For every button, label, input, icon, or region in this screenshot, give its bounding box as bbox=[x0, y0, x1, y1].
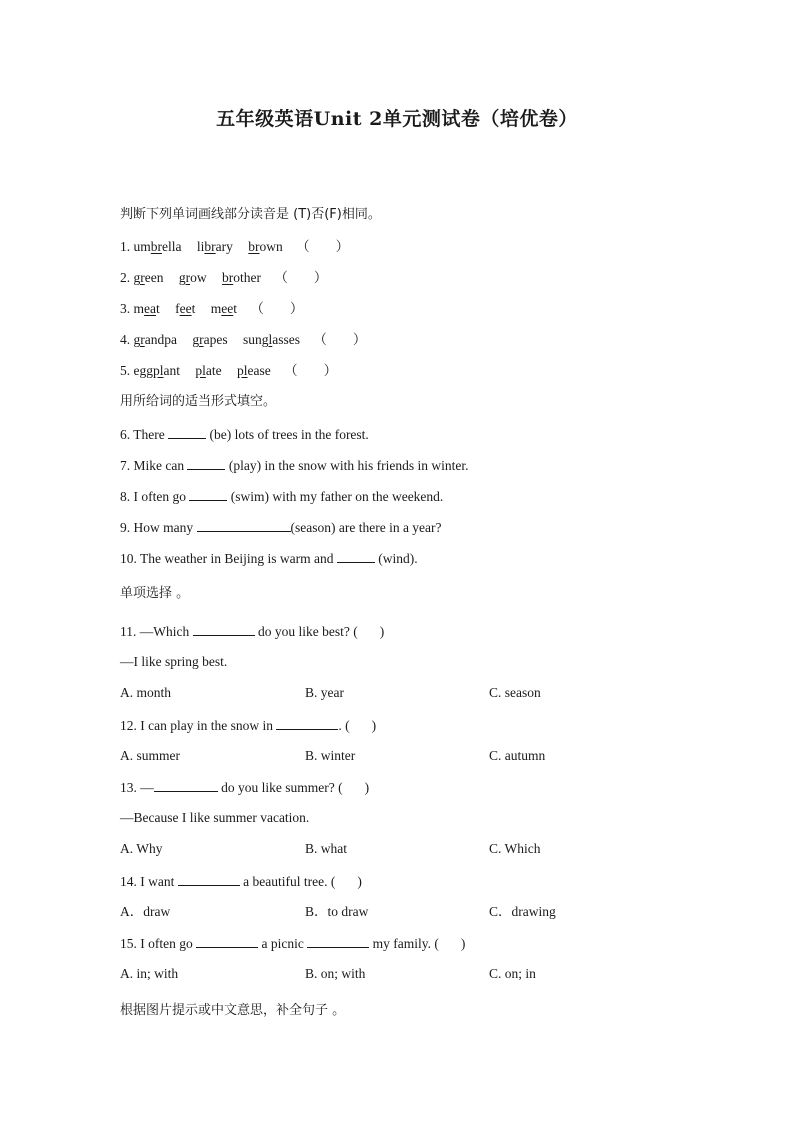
answer-blank[interactable] bbox=[197, 518, 291, 532]
question-13-reply: —Because I like summer vacation. bbox=[120, 810, 310, 825]
word-please: please bbox=[237, 363, 271, 378]
answer-blank[interactable] bbox=[196, 934, 258, 948]
option-b[interactable]: B. on; with bbox=[305, 966, 366, 981]
answer-paren[interactable]: （ ） bbox=[250, 301, 304, 316]
option-b[interactable]: B. winter bbox=[305, 748, 356, 763]
question-15: 15. I often go a picnic my family. ( ) bbox=[120, 936, 466, 951]
option-a[interactable]: A. summer bbox=[120, 748, 180, 763]
answer-blank[interactable] bbox=[276, 716, 338, 730]
answer-blank[interactable] bbox=[189, 487, 227, 501]
question-5: 5. eggplant plate please （ ） bbox=[120, 363, 338, 378]
option-a[interactable]: A. in; with bbox=[120, 966, 179, 981]
section-heading-pronunciation: 判断下列单词画线部分读音是 (T)否(F)相同。 bbox=[120, 207, 381, 222]
section-heading-fill-in: 用所给词的适当形式填空。 bbox=[120, 394, 277, 409]
word-grandpa: grandpa bbox=[133, 332, 177, 347]
option-b[interactable]: B．to draw bbox=[305, 904, 369, 919]
question-6: 6. There (be) lots of trees in the forest. bbox=[120, 427, 369, 442]
question-1: 1. umbrella library brown （ ） bbox=[120, 239, 350, 254]
word-plate: plate bbox=[195, 363, 222, 378]
option-c[interactable]: C．drawing bbox=[489, 904, 556, 919]
option-c[interactable]: C. season bbox=[489, 685, 541, 700]
word-grapes: grapes bbox=[192, 332, 228, 347]
answer-paren[interactable]: （ ） bbox=[284, 363, 338, 378]
question-2: 2. green grow brother （ ） bbox=[120, 270, 328, 285]
option-a[interactable]: A．draw bbox=[120, 904, 171, 919]
answer-blank[interactable] bbox=[187, 456, 225, 470]
answer-blank[interactable] bbox=[337, 549, 375, 563]
question-4: 4. grandpa grapes sunglasses （ ） bbox=[120, 332, 367, 347]
question-12: 12. I can play in the snow in . ( ) bbox=[120, 718, 377, 733]
question-11-reply: —I like spring best. bbox=[120, 654, 228, 669]
answer-paren[interactable]: （ ） bbox=[274, 270, 328, 285]
option-b[interactable]: B. year bbox=[305, 685, 344, 700]
question-10: 10. The weather in Beijing is warm and (wind). bbox=[120, 551, 418, 566]
answer-blank[interactable] bbox=[178, 872, 240, 886]
option-a[interactable]: A. month bbox=[120, 685, 172, 700]
option-c[interactable]: C. autumn bbox=[489, 748, 546, 763]
word-feet: feet bbox=[175, 301, 196, 316]
answer-blank[interactable] bbox=[154, 778, 218, 792]
option-c[interactable]: C. Which bbox=[489, 841, 541, 856]
question-3: 3. meat feet meet （ ） bbox=[120, 301, 304, 316]
question-7: 7. Mike can (play) in the snow with his friends in winter. bbox=[120, 458, 469, 473]
option-b[interactable]: B. what bbox=[305, 841, 347, 856]
question-9: 9. How many (season) are there in a year? bbox=[120, 520, 442, 535]
word-grow: grow bbox=[178, 270, 207, 285]
word-meat: meat bbox=[133, 301, 160, 316]
answer-paren[interactable]: （ ） bbox=[313, 332, 367, 347]
word-umbrella: umbrella bbox=[133, 239, 182, 254]
question-14: 14. I want a beautiful tree. ( ) bbox=[120, 874, 362, 889]
section-heading-complete-sentences: 根据图片提示或中文意思，补全句子 。 bbox=[120, 1003, 346, 1018]
question-8: 8. I often go (swim) with my father on the weekend. bbox=[120, 489, 444, 504]
word-sunglasses: sunglasses bbox=[242, 332, 301, 347]
question-13: 13. — do you like summer? ( ) bbox=[120, 780, 370, 795]
word-meet: meet bbox=[210, 301, 238, 316]
answer-paren[interactable]: （ ） bbox=[296, 239, 350, 254]
answer-blank[interactable] bbox=[307, 934, 369, 948]
answer-blank[interactable] bbox=[193, 622, 255, 636]
option-a[interactable]: A. Why bbox=[120, 841, 163, 856]
word-green: green bbox=[133, 270, 164, 285]
word-brown: brown bbox=[248, 239, 283, 254]
answer-blank[interactable] bbox=[168, 425, 206, 439]
word-eggplant: eggplant bbox=[133, 363, 181, 378]
question-11: 11. —Which do you like best? ( ) bbox=[120, 624, 385, 639]
option-c[interactable]: C. on; in bbox=[489, 966, 536, 981]
section-heading-multiple-choice: 单项选择 。 bbox=[120, 586, 190, 601]
page-title: 五年级英语Unit 2单元测试卷（培优卷） bbox=[216, 108, 578, 130]
word-brother: brother bbox=[221, 270, 261, 285]
word-library: library bbox=[196, 239, 233, 254]
